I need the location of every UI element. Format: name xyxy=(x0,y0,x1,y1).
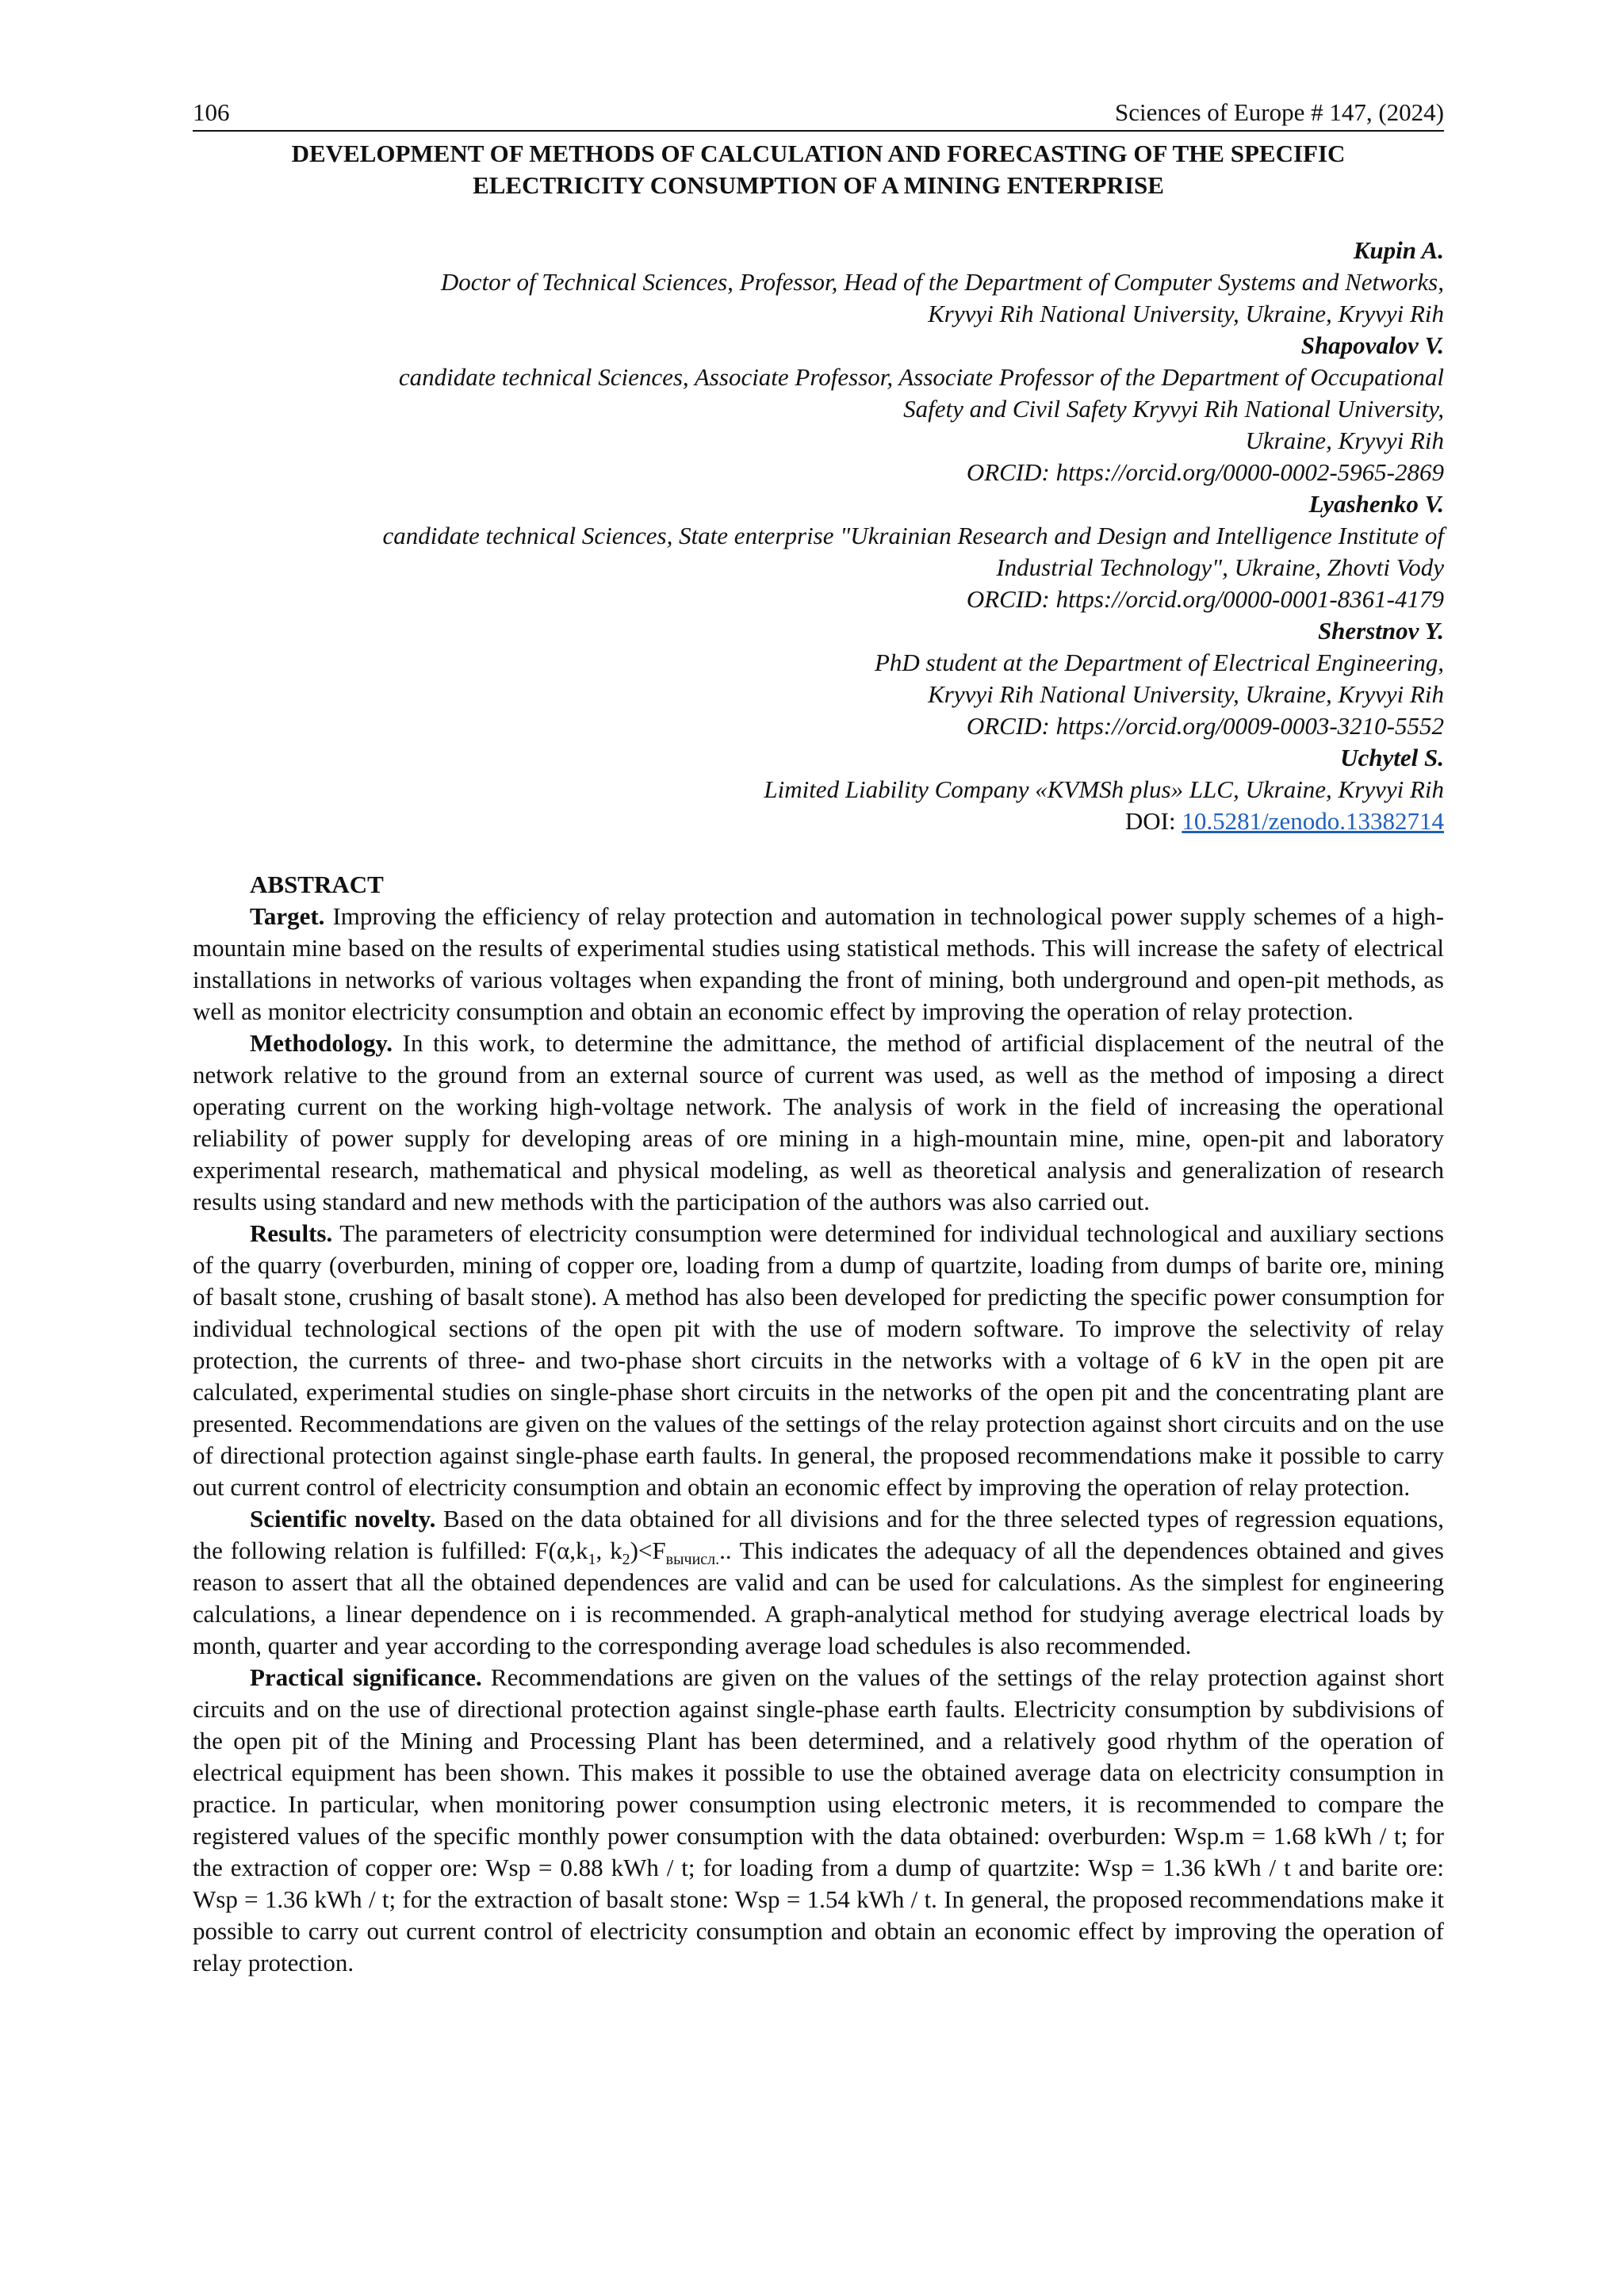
novelty-subscript-3: вычисл. xyxy=(665,1551,720,1569)
novelty-subscript-1: 1 xyxy=(588,1551,596,1569)
page-number: 106 xyxy=(193,98,230,126)
author-orcid: ORCID: https://orcid.org/0000-0001-8361-4179 xyxy=(966,585,1444,613)
article-title xyxy=(193,138,1444,201)
abstract-heading: ABSTRACT xyxy=(250,871,384,898)
article-title-line-1: DEVELOPMENT OF METHODS OF CALCULATION AND FORECASTING OF THE SPECIFIC xyxy=(291,140,1346,167)
author-affiliation: Safety and Civil Safety Kryvyi Rih National University, xyxy=(903,395,1444,423)
article-title-line-2: ELECTRICITY CONSUMPTION OF A MINING ENTERPRISE xyxy=(473,171,1164,199)
methodology-text: In this work, to determine the admittance, the method of artificial displacement of the neutral of the network relative to the ground from an external source of current was used, as well as the method of imposing a direct operating current on the working high-voltage network. The analysis of work in the field of increasing the operational reliability of power supply for developing areas of ore mining in a high-mountain mine, mine, open-pit and laboratory experimental research, mathematical and physical modeling, as well as theoretical analysis and generalization of research results using standard and new methods with the participation of the authors was also carried out. xyxy=(193,1029,1444,1215)
author-affiliation: Kryvyi Rih National University, Ukraine, Kryvyi Rih xyxy=(928,680,1444,708)
author-affiliation: candidate technical Sciences, State enterprise "Ukrainian Research and Design and Intelligence Institute of xyxy=(382,522,1444,549)
target-text: Improving the efficiency of relay protection and automation in technological power supply schemes of a high-mountain mine based on the results of experimental studies using statistical methods. This will increase the safety of electrical installations in networks of various voltages when expanding the front of mining, both underground and open-pit methods, as well as monitor electricity consumption and obtain an economic effect by improving the operation of relay protection. xyxy=(193,902,1444,1025)
author-affiliation: Kryvyi Rih National University, Ukraine, Kryvyi Rih xyxy=(928,300,1444,327)
novelty-text-mid: , k xyxy=(596,1536,622,1564)
abstract xyxy=(193,869,1444,1979)
novelty-lead: Scientific novelty. xyxy=(250,1505,436,1533)
novelty-text-before: Based on the data obtained for all divisions and for the three selected types of regression equations, the following relation is fulfilled: F(α,k xyxy=(193,1505,1444,1564)
author-affiliation: candidate technical Sciences, Associate Professor, Associate Professor of the Department of Occupational xyxy=(398,363,1444,391)
author-orcid: ORCID: https://orcid.org/0009-0003-3210-5552 xyxy=(966,712,1444,740)
author-name: Shapovalov V. xyxy=(1300,331,1444,359)
author-name: Lyashenko V. xyxy=(1308,490,1444,518)
methodology-lead: Methodology. xyxy=(250,1029,393,1057)
doi-line xyxy=(193,806,1444,837)
author-name: Kupin A. xyxy=(1353,236,1444,264)
running-head xyxy=(193,98,1444,132)
abstract-target-paragraph xyxy=(193,901,1444,1027)
abstract-results-paragraph xyxy=(193,1218,1444,1503)
results-lead: Results. xyxy=(250,1219,333,1247)
author-affiliation: Doctor of Technical Sciences, Professor, Head of the Department of Computer Systems and Networks, xyxy=(440,268,1444,296)
doi-label: DOI: xyxy=(1124,807,1182,835)
abstract-novelty-paragraph xyxy=(193,1503,1444,1662)
author-name: Uchytel S. xyxy=(1340,744,1444,771)
author-affiliation: PhD student at the Department of Electrical Engineering, xyxy=(874,649,1444,676)
article-content xyxy=(193,98,1444,1979)
author-orcid: ORCID: https://orcid.org/0000-0002-5965-2869 xyxy=(966,458,1444,486)
author-affiliation: Ukraine, Kryvyi Rih xyxy=(1245,427,1444,454)
novelty-subscript-2: 2 xyxy=(622,1551,630,1569)
doi-link[interactable]: 10.5281/zenodo.13382714 xyxy=(1182,807,1444,835)
results-text: The parameters of electricity consumption were determined for individual technological and auxiliary sections of the quarry (overburden, mining of copper ore, loading from a dump of quartzite, loading from dumps of barite ore, mining of basalt stone, crushing of basalt stone). A method has also been developed for predicting the specific power consumption for individual technological sections of the open pit with the use of modern software. To improve the selectivity of relay protection, the currents of three- and two-phase short circuits in the networks with a voltage of 6 kV in the open pit are calculated, experimental studies on single-phase short circuits in the networks of the open pit and the concentrating plant are presented. Recommendations are given on the values of the settings of the relay protection against short circuits and on the use of directional protection against single-phase earth faults. In general, the proposed recommendations make it possible to carry out current control of electricity consumption and obtain an economic effect by improving the operation of relay protection. xyxy=(193,1219,1444,1501)
author-affiliation: Limited Liability Company «KVMSh plus» LLC, Ukraine, Kryvyi Rih xyxy=(764,775,1444,803)
journal-issue: Sciences of Europe # 147, (2024) xyxy=(1115,98,1444,126)
novelty-text-after: .. This indicates the adequacy of all the dependences obtained and gives reason to assert that all the obtained dependences are valid and can be used for calculations. As the simplest for engineering calculations, a linear dependence on i is recommended. A graph-analytical method for studying average electrical loads by month, quarter and year according to the corresponding average load schedules is also recommended. xyxy=(193,1536,1444,1659)
practical-text: Recommendations are given on the values of the settings of the relay protection against short circuits and on the use of directional protection against single-phase earth faults. Electricity consumption by subdivisions of the open pit of the Mining and Processing Plant has been determined, and a relatively good rhythm of the operation of electrical equipment has been shown. This makes it possible to use the obtained average data on electricity consumption in practice. In particular, when monitoring power consumption using electronic meters, it is recommended to compare the registered values of the specific monthly power consumption with the data obtained: overburden: Wsp.m = 1.68 kWh / t; for the extraction of copper ore: Wsp = 0.88 kWh / t; for loading from a dump of quartzite: Wsp = 1.36 kWh / t and barite ore: Wsp = 1.36 kWh / t; for the extraction of basalt stone: Wsp = 1.54 kWh / t. In general, the proposed recommendations make it possible to carry out current control of electricity consumption and obtain an economic effect by improving the operation of relay protection. xyxy=(193,1663,1444,1976)
practical-lead: Practical significance. xyxy=(250,1663,482,1691)
author-name: Sherstnov Y. xyxy=(1317,617,1444,645)
abstract-practical-paragraph xyxy=(193,1662,1444,1979)
abstract-methodology-paragraph xyxy=(193,1027,1444,1218)
author-affiliation: Industrial Technology", Ukraine, Zhovti Vody xyxy=(996,553,1444,581)
author-block xyxy=(193,235,1444,837)
target-lead: Target. xyxy=(250,902,325,930)
novelty-text-mid-2: )<F xyxy=(630,1536,666,1564)
